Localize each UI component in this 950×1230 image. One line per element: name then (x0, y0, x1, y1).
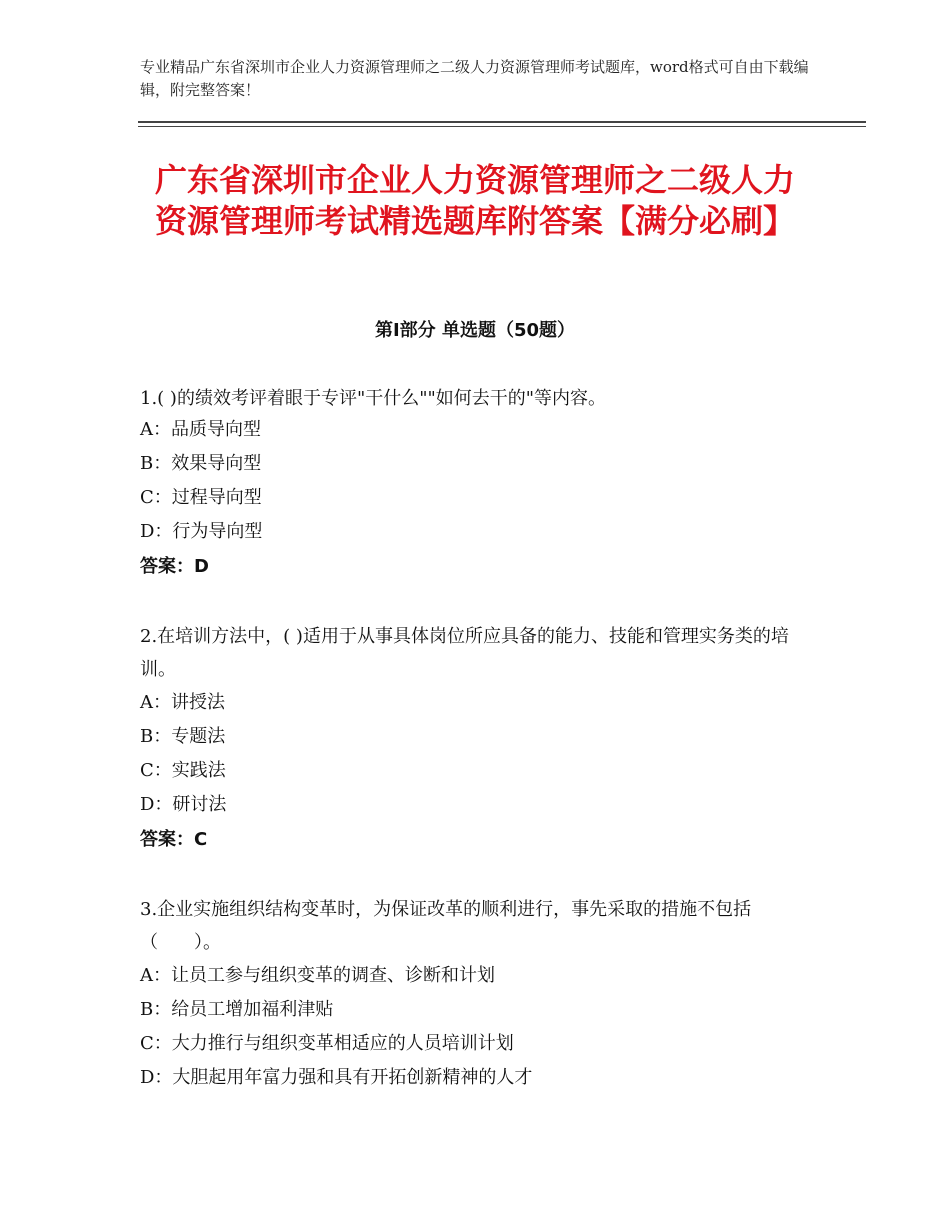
answer-value: C (194, 829, 208, 850)
question-3-option-c: C：大力推行与组织变革相适应的人员培训计划 (140, 1033, 514, 1054)
question-3-option-d: D：大胆起用年富力强和具有开拓创新精神的人才 (140, 1067, 533, 1088)
answer-label: 答案： (140, 829, 194, 850)
answer-value: D (194, 556, 209, 577)
question-2-answer (140, 829, 207, 851)
question-3-text: 3.企业实施组织结构变革时，为保证改革的顺利进行，事先采取的措施不包括（ ）。 (140, 899, 752, 953)
question-3-option-b: B：给员工增加福利津贴 (140, 999, 334, 1020)
header-note: 专业精品广东省深圳市企业人力资源管理师之二级人力资源管理师考试题库，word格式可自由下载编辑，附完整答案！ (140, 58, 809, 99)
document-title: 广东省深圳市企业人力资源管理师之二级人力资源管理师考试精选题库附答案【满分必刷】 (154, 161, 795, 240)
question-1-option-c: C：过程导向型 (140, 487, 262, 508)
question-2-option-d: D：研讨法 (140, 794, 227, 815)
header-rule-thin (138, 126, 866, 127)
section-heading: 第Ⅰ部分 单选题（50题） (374, 320, 575, 341)
question-2-option-a: A：讲授法 (140, 692, 225, 713)
question-1-option-d: D：行为导向型 (140, 521, 263, 542)
question-2-text: 2.在培训方法中，( )适用于从事具体岗位所应具备的能力、技能和管理实务类的培训。 (140, 626, 789, 680)
question-1-option-a: A：品质导向型 (140, 419, 261, 440)
question-2-option-c: C：实践法 (140, 760, 226, 781)
question-1-text: 1.( )的绩效考评着眼于专评"干什么""如何去干的"等内容。 (140, 388, 607, 409)
answer-label: 答案： (140, 556, 194, 577)
question-3-option-a: A：让员工参与组织变革的调查、诊断和计划 (140, 965, 495, 986)
header-rule-thick (138, 121, 866, 123)
question-1-option-b: B：效果导向型 (140, 453, 262, 474)
question-1-answer (140, 556, 209, 578)
question-2-option-b: B：专题法 (140, 726, 226, 747)
